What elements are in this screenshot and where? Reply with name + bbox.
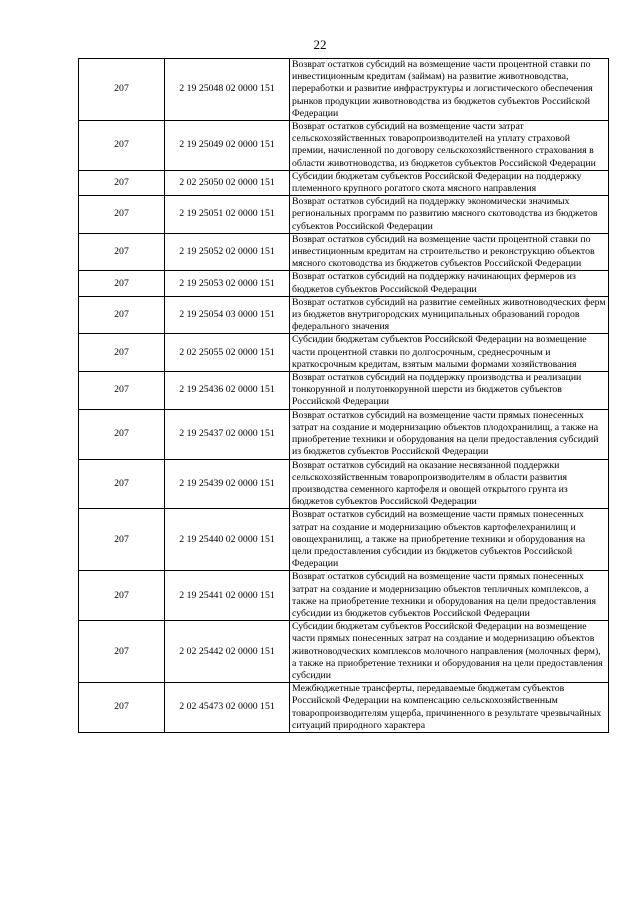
table-row [79, 296, 609, 334]
table-row [79, 372, 609, 410]
admin-code-cell: 207 [79, 683, 165, 733]
admin-code-cell: 207 [79, 509, 165, 571]
admin-code-cell: 207 [79, 296, 165, 334]
admin-code-cell: 207 [79, 334, 165, 372]
budget-classification-code-cell: 2 19 25439 02 0000 151 [165, 459, 290, 509]
admin-code-cell: 207 [79, 409, 165, 459]
table-row [79, 409, 609, 459]
budget-classification-code-cell: 2 19 25436 02 0000 151 [165, 372, 290, 410]
revenue-description-cell: Возврат остатков субсидий на поддержку производства и реализации тонкорунной и полутонкорунной шерсти из бюджетов субъектов Российской Федерации [290, 372, 609, 410]
admin-code-cell: 207 [79, 571, 165, 621]
revenue-description-cell: Межбюджетные трансферты, передаваемые бюджетам субъектов Российской Федерации на компенсацию сельскохозяйственным товаропроизводителям ущерба, причиненного в результате чрезвычайных ситуаций природного характера [290, 683, 609, 733]
budget-classification-code-cell: 2 02 45473 02 0000 151 [165, 683, 290, 733]
budget-classification-code-cell: 2 19 25440 02 0000 151 [165, 509, 290, 571]
budget-classification-code-cell: 2 19 25441 02 0000 151 [165, 571, 290, 621]
budget-classification-code-cell: 2 19 25049 02 0000 151 [165, 121, 290, 171]
table-row [79, 683, 609, 733]
budget-classification-code-cell: 2 02 25055 02 0000 151 [165, 334, 290, 372]
admin-code-cell: 207 [79, 196, 165, 234]
budget-classification-table [78, 58, 609, 733]
admin-code-cell: 207 [79, 372, 165, 410]
revenue-description-cell: Возврат остатков субсидий на поддержку экономически значимых региональных программ по развитию мясного скотоводства из бюджетов субъектов Российской Федерации [290, 196, 609, 234]
admin-code-cell: 207 [79, 121, 165, 171]
table-row [79, 271, 609, 296]
revenue-description-cell: Возврат остатков субсидий на оказание несвязанной поддержки сельскохозяйственным товаропроизводителям в области развития производства семенного картофеля и овощей открытого грунта из бюджетов субъектов Российской Федерации [290, 459, 609, 509]
table-row [79, 571, 609, 621]
table-body [79, 59, 609, 733]
table-row [79, 121, 609, 171]
table-row [79, 170, 609, 195]
revenue-description-cell: Субсидии бюджетам субъектов Российской Федерации на возмещение части процентной ставки по долгосрочным, среднесрочным и краткосрочным кредитам, взятым малыми формами хозяйствования [290, 334, 609, 372]
revenue-description-cell: Субсидии бюджетам субъектов Российской Федерации на возмещение части прямых понесенных затрат на создание и модернизацию объектов животноводческих комплексов молочного направления (молочных ферм), а также на приобретение техники и оборудования на цели предоставления субсидии [290, 621, 609, 683]
admin-code-cell: 207 [79, 59, 165, 121]
budget-classification-code-cell: 2 02 25442 02 0000 151 [165, 621, 290, 683]
table-row [79, 621, 609, 683]
table-row [79, 59, 609, 121]
revenue-description-cell: Возврат остатков субсидий на возмещение части прямых понесенных затрат на создание и модернизацию объектов картофелехранилищ и овощехранилищ, а также на приобретение техники и оборудования на цели предоставления субсидии из бюджетов субъектов Российской Федерации [290, 509, 609, 571]
budget-classification-code-cell: 2 19 25051 02 0000 151 [165, 196, 290, 234]
revenue-description-cell: Возврат остатков субсидий на возмещение части процентной ставки по инвестиционным кредитам на строительство и реконструкцию объектов мясного скотоводства из бюджетов субъектов Российской Федерации [290, 233, 609, 271]
table-row [79, 459, 609, 509]
revenue-description-cell: Возврат остатков субсидий на поддержку начинающих фермеров из бюджетов субъектов Российской Федерации [290, 271, 609, 296]
admin-code-cell: 207 [79, 170, 165, 195]
revenue-description-cell: Возврат остатков субсидий на возмещение части прямых понесенных затрат на создание и модернизацию объектов тепличных комплексов, а также на приобретение техники и оборудования на цели предоставления субсидии из бюджетов субъектов Российской Федерации [290, 571, 609, 621]
admin-code-cell: 207 [79, 271, 165, 296]
admin-code-cell: 207 [79, 233, 165, 271]
admin-code-cell: 207 [79, 459, 165, 509]
revenue-description-cell: Субсидии бюджетам субъектов Российской Федерации на поддержку племенного крупного рогатого скота мясного направления [290, 170, 609, 195]
revenue-description-cell: Возврат остатков субсидий на развитие семейных животноводческих ферм из бюджетов внутригородских муниципальных образований городов федерального значения [290, 296, 609, 334]
revenue-description-cell: Возврат остатков субсидий на возмещение части процентной ставки по инвестиционным кредитам (займам) на развитие животноводства, переработки и развитие инфраструктуры и логистического обеспечения рынков продукции животноводства из бюджетов субъектов Российской Федерации [290, 59, 609, 121]
budget-classification-code-cell: 2 19 25052 02 0000 151 [165, 233, 290, 271]
revenue-description-cell: Возврат остатков субсидий на возмещение части затрат сельскохозяйственных товаропроизводителей на уплату страховой премии, начисленной по договору сельскохозяйственного страхования в области животноводства, из бюджетов субъектов Российской Федерации [290, 121, 609, 171]
budget-classification-code-cell: 2 19 25053 02 0000 151 [165, 271, 290, 296]
budget-classification-code-cell: 2 19 25054 03 0000 151 [165, 296, 290, 334]
admin-code-cell: 207 [79, 621, 165, 683]
table-row [79, 196, 609, 234]
table-row [79, 509, 609, 571]
table-row [79, 233, 609, 271]
budget-classification-code-cell: 2 19 25437 02 0000 151 [165, 409, 290, 459]
table-row [79, 334, 609, 372]
budget-classification-code-cell: 2 02 25050 02 0000 151 [165, 170, 290, 195]
page-number: 22 [313, 37, 327, 52]
budget-classification-code-cell: 2 19 25048 02 0000 151 [165, 59, 290, 121]
revenue-description-cell: Возврат остатков субсидий на возмещение части прямых понесенных затрат на создание и модернизацию объектов плодохранилищ, а также на приобретение техники и оборудования на цели предоставления субсидий из бюджетов субъектов Российской Федерации [290, 409, 609, 459]
